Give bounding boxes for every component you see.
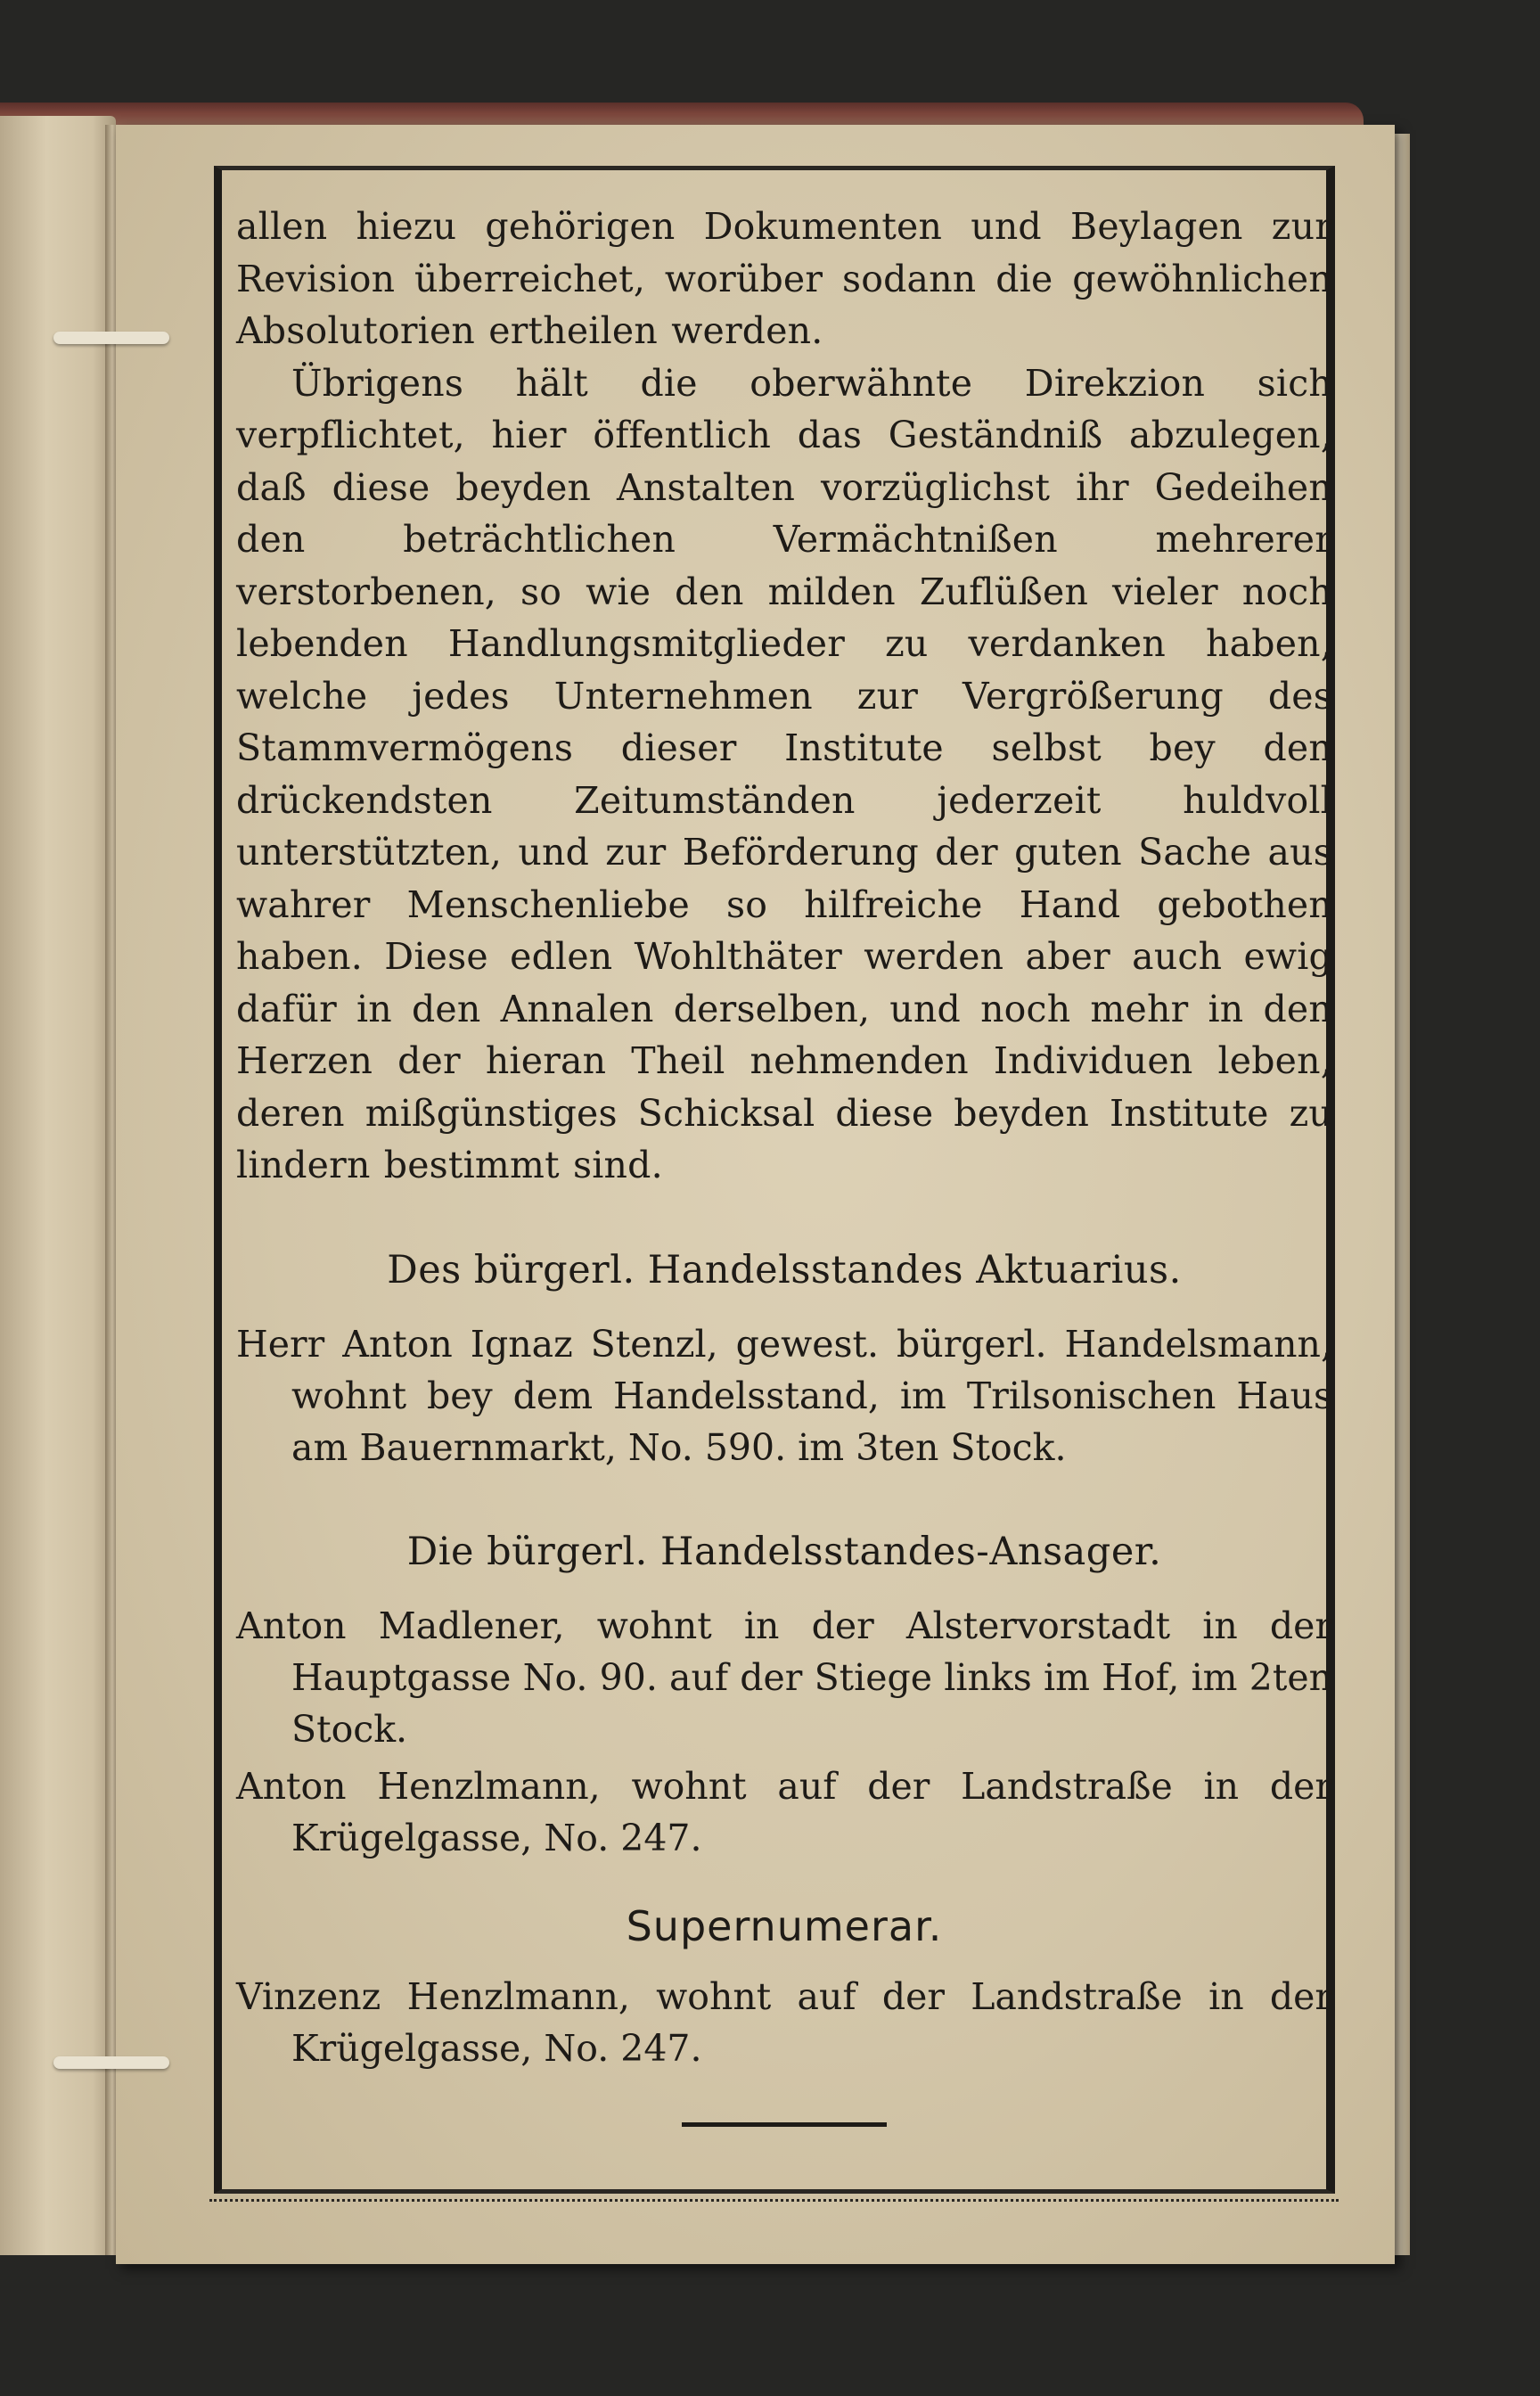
entry-stenzl: Herr Anton Ignaz Stenzl, gewest. bürgerl. Handelsmann, wohnt bey dem Handelsstand, im Trilsonischen Haus am Bauernmarkt, No. 590. im 3ten Stock. (236, 1322, 1332, 1469)
entry-madlener: Anton Madlener, wohnt in der Alstervorstadt in der Hauptgasse No. 90. auf der Stiege links im Hof, im 2ten Stock. (236, 1604, 1332, 1751)
page-text (236, 201, 1332, 2127)
binding-thread-bottom (53, 2056, 169, 2069)
paragraph-continuation: allen hiezu gehörigen Dokumenten und Beylagen zur Revision überreichet, worüber sodann die gewöhnlichen Absolutorien ertheilen werden. (236, 205, 1332, 352)
entry-vinzenz-henzlmann: Vinzenz Henzlmann, wohnt auf der Landstraße in der Krügelgasse, No. 247. (236, 1974, 1332, 2070)
paragraph-acknowledgement: Übrigens hält die oberwähnte Direkzion sich verpflichtet, hier öffentlich das Geständniß abzulegen, daß diese beyden Anstalten vorzüglichst ihr Gedeihen den beträchtlichen Vermächtnißen mehrerer verstorbenen, so wie den milden Zuflüßen vieler noch lebenden Handlungsmitglieder zu verdanken haben, welche jedes Unternehmen zur Vergrößerung des Stammvermögens dieser Institute selbst bey den drückendsten Zeitumständen jederzeit huldvoll unterstützten, und zur Beförderung der guten Sache aus wahrer Menschenliebe so hilfreiche Hand gebothen haben. Diese edlen Wohlthäter werden aber auch ewig dafür in den Annalen derselben, und noch mehr in den Herzen der hieran Theil nehmenden Individuen leben, deren mißgünstiges Schicksal diese beyden Institute zu lindern bestimmt sind. (236, 361, 1332, 1186)
binding-thread-top (53, 332, 169, 344)
heading-supernumerar: Supernumerar. (626, 1901, 943, 1950)
entry-anton-henzlmann: Anton Henzlmann, wohnt auf der Landstraße in der Krügelgasse, No. 247. (236, 1764, 1332, 1859)
end-rule (682, 2122, 887, 2127)
heading-aktuarius: Des bürgerl. Handelsstandes Aktuarius. (387, 1247, 1182, 1292)
left-page (0, 116, 116, 2255)
heading-ansager: Die bürgerl. Handelsstandes-Ansager. (406, 1529, 1162, 1574)
